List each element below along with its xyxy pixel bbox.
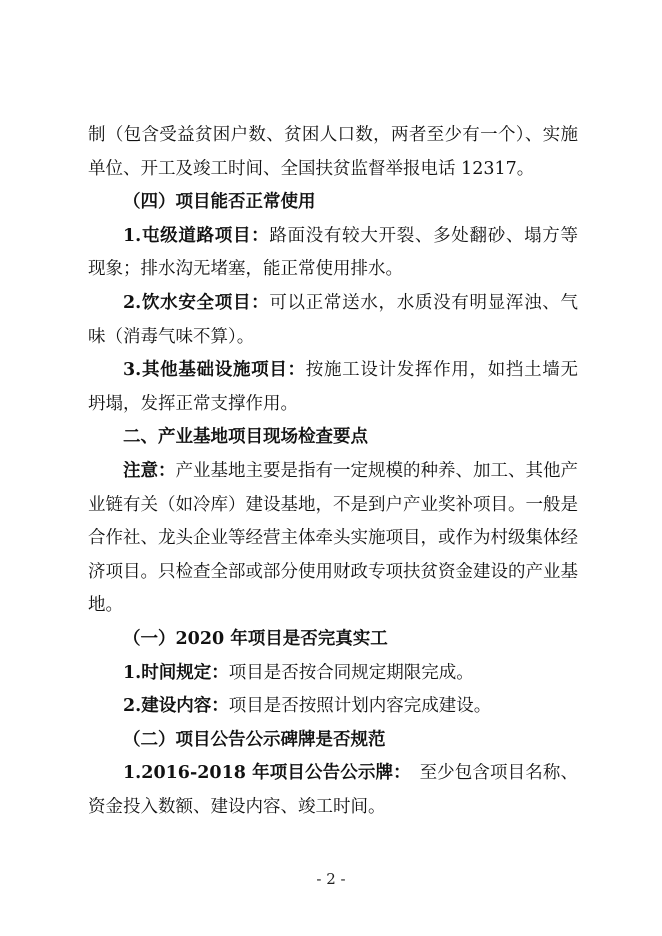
paragraph-continuation [88, 119, 578, 186]
paragraph-signboard [88, 757, 578, 824]
paragraph-lead: 2.饮水安全项目： [123, 292, 270, 313]
paragraph-text: 可以正常送水，水质没有明显浑浊、气味（消毒气味不算）。 [88, 292, 578, 347]
paragraph-text: 产业基地主要是指有一定规模的种养、加工、其他产业链有关（如冷库）建设基地，不是到户产业奖补项目。一般是合作社、龙头企业等经营主体牵头实施项目，或作为村级集体经济项目。只检查全部或部分使用财政专项扶贫资金建设的产业基地。 [88, 460, 578, 616]
paragraph-lead: 1.2016-2018 年项目公告公示牌： [123, 763, 402, 784]
paragraph-text: 项目是否按合同规定期限完成。 [228, 662, 474, 683]
paragraph-text: 项目是否按照计划内容完成建设。 [228, 696, 492, 717]
paragraph-time [88, 657, 578, 691]
paragraph-text: 路面没有较大开裂、多处翻砂、塌方等现象；排水沟无堵塞，能正常使用排水。 [88, 225, 578, 280]
paragraph-text: 制（包含受益贫困户数、贫困人口数，两者至少有一个）、实施单位、开工及竣工时间、全国扶贫监督举报电话 12317。 [88, 125, 578, 179]
subsection-heading-2: （二）项目公告公示碑牌是否规范 [123, 729, 386, 750]
section-heading-2: 二、产业基地项目现场检查要点 [123, 427, 368, 448]
page-number: - 2 - [316, 870, 346, 888]
paragraph-content [88, 690, 578, 724]
paragraph-lead: 2.建设内容： [123, 696, 229, 717]
paragraph-lead: 3.其他基础设施项目： [123, 360, 306, 381]
paragraph-text: 按施工设计发挥作用，如挡土墙无坍塌，发挥正常支撑作用。 [88, 360, 579, 414]
paragraph-note [88, 455, 578, 623]
paragraph-lead: 1.屯级道路项目： [123, 225, 270, 246]
document-body [88, 119, 578, 824]
paragraph-water [88, 287, 578, 354]
paragraph-road [88, 220, 578, 287]
paragraph-lead: 1.时间规定： [123, 662, 229, 683]
subsection-heading-1: （一）2020 年项目是否完真实工 [123, 628, 388, 649]
section-heading-4: （四）项目能否正常使用 [123, 192, 316, 213]
paragraph-infrastructure [88, 354, 578, 421]
paragraph-text: 至少包含项目名称、资金投入数额、建设内容、竣工时间。 [88, 763, 578, 817]
paragraph-lead: 注意： [123, 460, 176, 481]
